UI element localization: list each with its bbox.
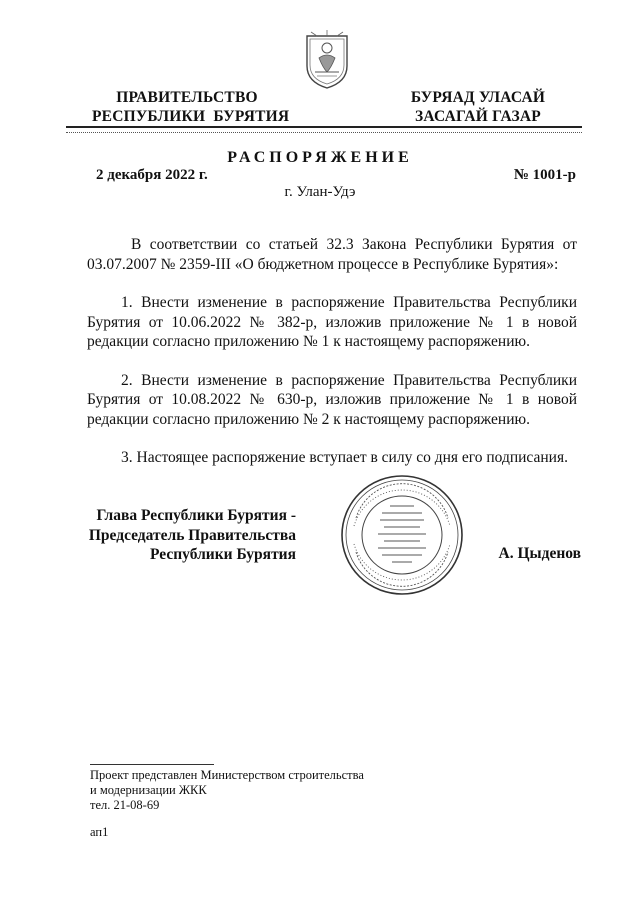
signatory-position bbox=[86, 506, 296, 565]
header-left-line2: РЕСПУБЛИКИ БУРЯТИЯ bbox=[92, 108, 290, 125]
header-right-line2: ЗАСАГАЙ ГАЗАР bbox=[415, 108, 541, 125]
footnote-rule bbox=[90, 764, 214, 765]
header-left bbox=[92, 88, 290, 126]
paragraph-item-2: 2. Внести изменение в распоряжение Правительства Республики Бурятия от 10.08.2022 № 630-р, изложив приложение № 1 в новой редакции согласно приложению № 2 к настоящему распоряжению. bbox=[87, 371, 577, 428]
paragraph-item-1: 1. Внести изменение в распоряжение Правительства Республики Бурятия от 10.06.2022 № 382-р, изложив приложение № 1 в новой редакции согласно приложению № 1 к настоящему распоряжению. bbox=[87, 294, 577, 350]
header-right-line1: БУРЯАД УЛАСАЙ bbox=[410, 89, 546, 106]
footnote-line3: тел. 21-08-69 bbox=[90, 798, 160, 812]
coat-of-arms-emblem bbox=[301, 28, 353, 90]
document-title: РАСПОРЯЖЕНИЕ bbox=[227, 149, 413, 166]
footnote-line1: Проект представлен Министерством строительства bbox=[90, 768, 364, 782]
document-body bbox=[87, 235, 577, 468]
official-seal bbox=[340, 474, 464, 596]
document-city: г. Улан-Удэ bbox=[284, 184, 356, 200]
signatory-name: А. Цыденов bbox=[498, 545, 581, 562]
signatory-position-line2: Председатель Правительства bbox=[88, 526, 296, 544]
paragraph-preamble: В соответствии со статьей 32.3 Закона Республики Бурятия от 03.07.2007 № 2359-III «О бюджетном процессе в Республике Бурятия»: bbox=[87, 236, 577, 273]
header-divider bbox=[66, 126, 582, 128]
header-left-line1: ПРАВИТЕЛЬСТВО bbox=[116, 89, 258, 106]
footnote bbox=[90, 768, 364, 840]
signatory-position-line3: Республики Бурятия bbox=[150, 546, 296, 563]
document-number: № 1001-р bbox=[513, 167, 576, 183]
paragraph-item-3: 3. Настоящее распоряжение вступает в силу со дня его подписания. bbox=[121, 449, 568, 466]
header-dotted-divider bbox=[66, 132, 582, 133]
document-date: 2 декабря 2022 г. bbox=[96, 167, 208, 183]
footnote-line2: и модернизации ЖКК bbox=[90, 783, 207, 797]
footnote-code: ап1 bbox=[90, 825, 109, 839]
header-right bbox=[398, 88, 558, 126]
signatory-position-line1: Глава Республики Бурятия - bbox=[96, 507, 296, 524]
